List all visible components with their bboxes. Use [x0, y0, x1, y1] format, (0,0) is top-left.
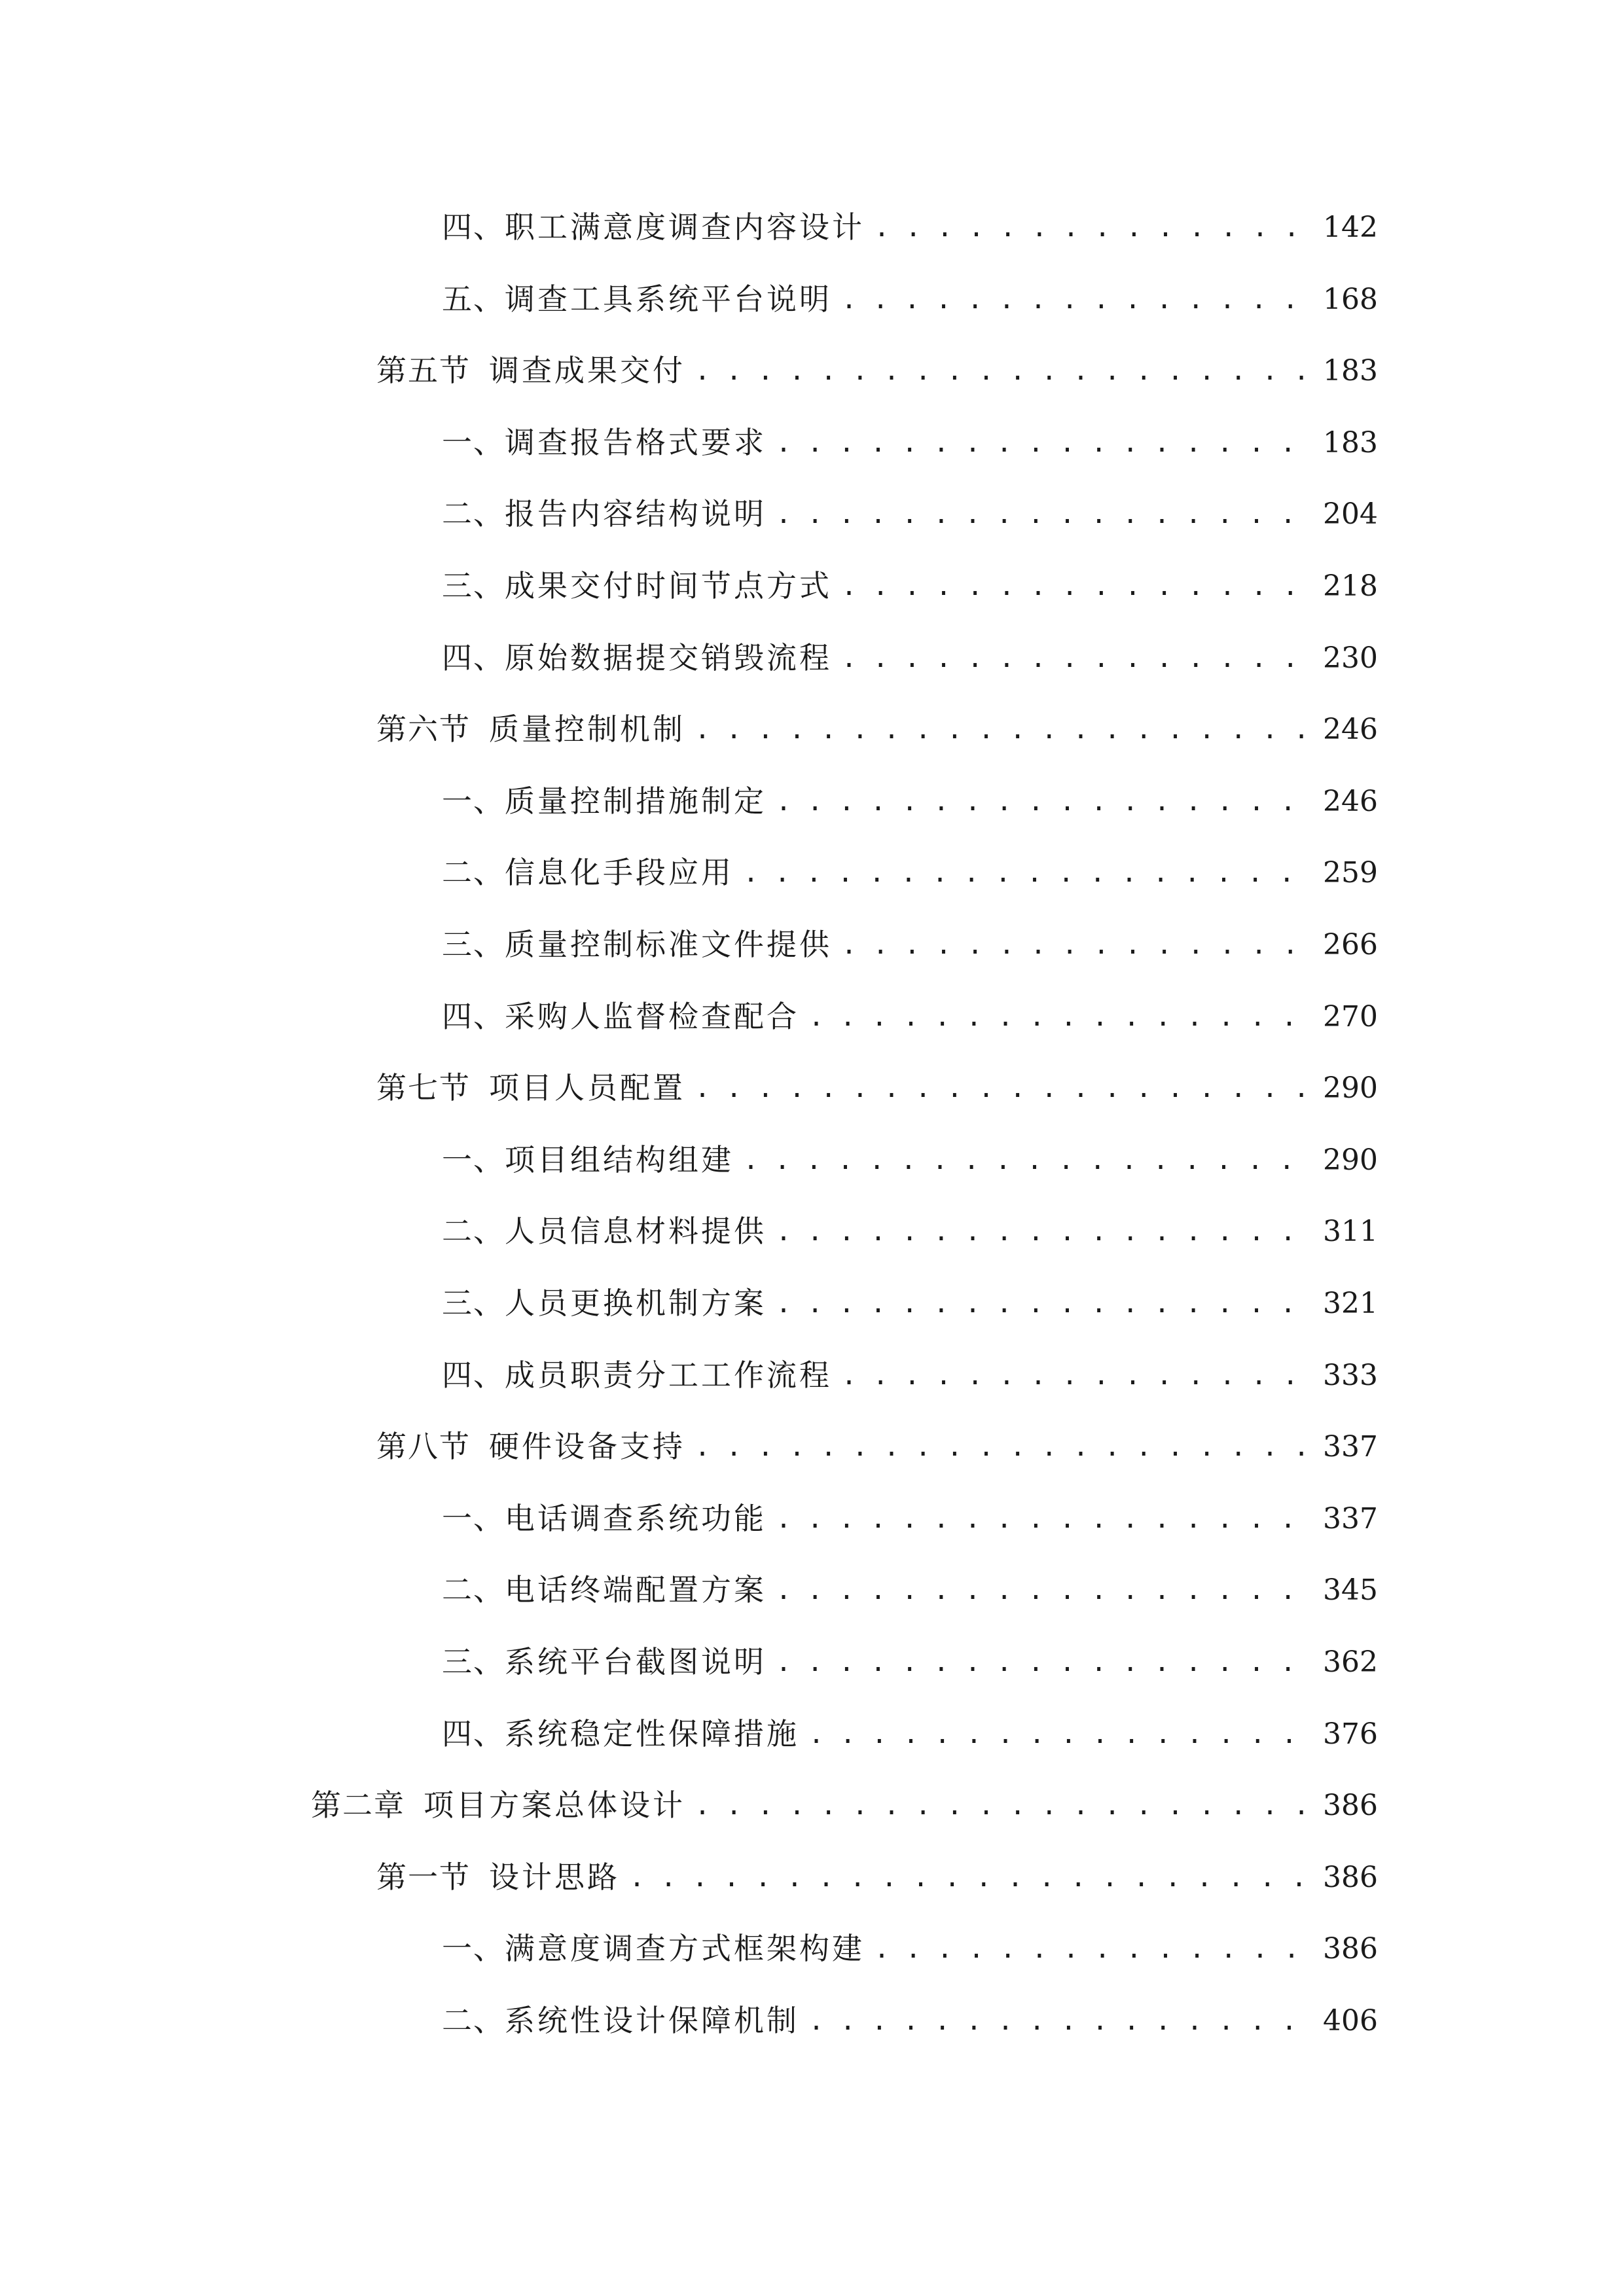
dot-leader	[808, 2008, 1314, 2036]
toc-entry-page-number: 266	[1323, 928, 1378, 961]
toc-entry[interactable]	[311, 1768, 1378, 1823]
toc-entry[interactable]	[442, 835, 1378, 891]
dot-leader	[695, 358, 1314, 386]
dot-leader	[841, 573, 1314, 601]
toc-entry-page-number: 168	[1323, 282, 1378, 316]
toc-entry-title: 系统平台截图说明	[505, 1644, 767, 1679]
dot-leader	[776, 1577, 1314, 1605]
toc-entry-page-number: 337	[1323, 1501, 1378, 1535]
toc-entry-number: 四、	[442, 1357, 505, 1393]
toc-entry-number: 五、	[442, 281, 505, 317]
toc-entry[interactable]	[442, 548, 1378, 603]
toc-entry-title: 项目人员配置	[489, 1070, 685, 1106]
toc-entry-number: 一、	[442, 783, 505, 819]
toc-entry-title: 项目方案总体设计	[424, 1787, 685, 1823]
toc-entry[interactable]	[442, 1481, 1378, 1536]
toc-entry[interactable]	[442, 476, 1378, 532]
toc-entry-title: 调查成果交付	[489, 353, 685, 389]
toc-entry-title: 质量控制标准文件提供	[505, 927, 832, 962]
toc-entry[interactable]	[442, 405, 1378, 460]
toc-entry-title: 人员信息材料提供	[505, 1213, 767, 1249]
toc-entry[interactable]	[442, 1624, 1378, 1679]
toc-entry[interactable]	[442, 979, 1378, 1034]
toc-entry-title: 系统性设计保障机制	[505, 2003, 799, 2038]
toc-entry-page-number: 386	[1323, 1860, 1378, 1894]
toc-entry-number: 第八节	[376, 1429, 471, 1465]
toc-entry-number: 第一节	[376, 1859, 471, 1895]
toc-entry-title: 电话调查系统功能	[505, 1500, 767, 1536]
dot-leader	[695, 717, 1314, 744]
toc-entry-number: 四、	[442, 639, 505, 675]
dot-leader	[841, 932, 1314, 960]
toc-entry[interactable]	[442, 1122, 1378, 1177]
toc-entry[interactable]	[442, 1552, 1378, 1608]
toc-entry-number: 二、	[442, 1213, 505, 1249]
toc-entry-page-number: 290	[1323, 1071, 1378, 1105]
toc-entry-page-number: 290	[1323, 1143, 1378, 1177]
dot-leader	[776, 1649, 1314, 1677]
toc-entry-title: 信息化手段应用	[505, 855, 734, 891]
toc-entry-title: 报告内容结构说明	[505, 496, 767, 532]
toc-entry-title: 质量控制机制	[489, 711, 685, 747]
toc-entry-page-number: 183	[1323, 354, 1378, 388]
dot-leader	[841, 1363, 1314, 1390]
toc-entry-title: 原始数据提交销毁流程	[505, 639, 832, 675]
toc-entry-number: 第六节	[376, 711, 471, 747]
toc-entry-number: 三、	[442, 1644, 505, 1679]
toc-entry-page-number: 270	[1323, 999, 1378, 1033]
toc-entry-title: 硬件设备支持	[489, 1429, 685, 1465]
toc-entry[interactable]	[442, 1911, 1378, 1967]
toc-entry-page-number: 204	[1323, 497, 1378, 531]
toc-entry[interactable]	[442, 262, 1378, 317]
toc-entry-number: 四、	[442, 998, 505, 1034]
toc-entry-number: 一、	[442, 1500, 505, 1536]
toc-entry-title: 调查工具系统平台说明	[505, 281, 832, 317]
dot-leader	[695, 1793, 1314, 1820]
toc-entry-title: 人员更换机制方案	[505, 1285, 767, 1321]
toc-entry-title: 成果交付时间节点方式	[505, 568, 832, 603]
dot-leader	[841, 287, 1314, 314]
dot-leader	[695, 1075, 1314, 1103]
toc-entry-page-number: 406	[1323, 2004, 1378, 2037]
toc-entry-page-number: 311	[1323, 1215, 1378, 1249]
toc-entry[interactable]	[376, 333, 1378, 389]
toc-entry-number: 一、	[442, 424, 505, 460]
dot-leader	[743, 860, 1314, 888]
toc-entry[interactable]	[376, 1409, 1378, 1465]
toc-entry[interactable]	[442, 764, 1378, 819]
toc-entry-title: 满意度调查方式框架构建	[505, 1931, 865, 1967]
toc-entry[interactable]	[442, 1696, 1378, 1751]
toc-entry-title: 采购人监督检查配合	[505, 998, 799, 1034]
dot-leader	[776, 1291, 1314, 1318]
dot-leader	[776, 501, 1314, 529]
toc-entry-title: 电话终端配置方案	[505, 1572, 767, 1608]
dot-leader	[776, 430, 1314, 457]
dot-leader	[743, 1147, 1314, 1175]
toc-entry-page-number: 386	[1323, 1789, 1378, 1823]
toc-entry-page-number: 259	[1323, 856, 1378, 890]
dot-leader	[841, 645, 1314, 673]
toc-entry-page-number: 362	[1323, 1645, 1378, 1679]
dot-leader	[874, 1936, 1314, 1964]
toc-entry[interactable]	[376, 692, 1378, 747]
toc-entry-title: 设计思路	[489, 1859, 620, 1895]
toc-entry-page-number: 333	[1323, 1358, 1378, 1392]
dot-leader	[776, 1506, 1314, 1534]
toc-entry-number: 四、	[442, 209, 505, 245]
toc-entry-number: 二、	[442, 496, 505, 532]
toc-entry-page-number: 142	[1323, 211, 1378, 244]
toc-entry-number: 二、	[442, 855, 505, 891]
toc-entry-number: 三、	[442, 568, 505, 603]
toc-entry-number: 第七节	[376, 1070, 471, 1106]
dot-leader	[808, 1004, 1314, 1031]
toc-entry-title: 调查报告格式要求	[505, 424, 767, 460]
toc-entry-number: 三、	[442, 1285, 505, 1321]
dot-leader	[776, 1219, 1314, 1246]
toc-entry-page-number: 230	[1323, 641, 1378, 675]
toc-entry[interactable]	[376, 1050, 1378, 1106]
dot-leader	[629, 1865, 1314, 1892]
toc-entry-title: 职工满意度调查内容设计	[505, 209, 865, 245]
toc-entry-title: 系统稳定性保障措施	[505, 1715, 799, 1751]
toc-entry-page-number: 345	[1323, 1573, 1378, 1607]
toc-entry-number: 四、	[442, 1715, 505, 1751]
toc-entry-page-number: 218	[1323, 569, 1378, 603]
toc-entry-page-number: 386	[1323, 1932, 1378, 1966]
toc-entry-number: 三、	[442, 927, 505, 962]
dot-leader	[874, 215, 1314, 242]
dot-leader	[695, 1434, 1314, 1462]
toc-entry-page-number: 376	[1323, 1717, 1378, 1751]
toc-entry-number: 二、	[442, 2003, 505, 2038]
toc-entry[interactable]	[442, 907, 1378, 962]
toc-entry-number: 一、	[442, 1141, 505, 1177]
toc-entry[interactable]	[442, 190, 1378, 245]
toc-entry-number: 二、	[442, 1572, 505, 1608]
toc-entry[interactable]	[442, 620, 1378, 675]
toc-entry-title: 质量控制措施制定	[505, 783, 767, 819]
toc-entry-page-number: 321	[1323, 1287, 1378, 1320]
toc-entry[interactable]	[442, 1338, 1378, 1393]
toc-entry-title: 成员职责分工工作流程	[505, 1357, 832, 1393]
toc-entry-page-number: 183	[1323, 425, 1378, 459]
toc-entry-page-number: 246	[1323, 713, 1378, 747]
toc-entry-number: 第五节	[376, 353, 471, 389]
toc-entry-number: 一、	[442, 1931, 505, 1967]
toc-entry-page-number: 337	[1323, 1430, 1378, 1464]
toc-entry-number: 第二章	[311, 1787, 405, 1823]
toc-entry[interactable]	[442, 1266, 1378, 1321]
toc-entry[interactable]	[376, 1840, 1378, 1895]
dot-leader	[776, 789, 1314, 816]
toc-entry-title: 项目组结构组建	[505, 1141, 734, 1177]
toc-entry[interactable]	[442, 1983, 1378, 2038]
dot-leader	[808, 1721, 1314, 1749]
toc-entry-page-number: 246	[1323, 784, 1378, 818]
toc-entry[interactable]	[442, 1194, 1378, 1249]
